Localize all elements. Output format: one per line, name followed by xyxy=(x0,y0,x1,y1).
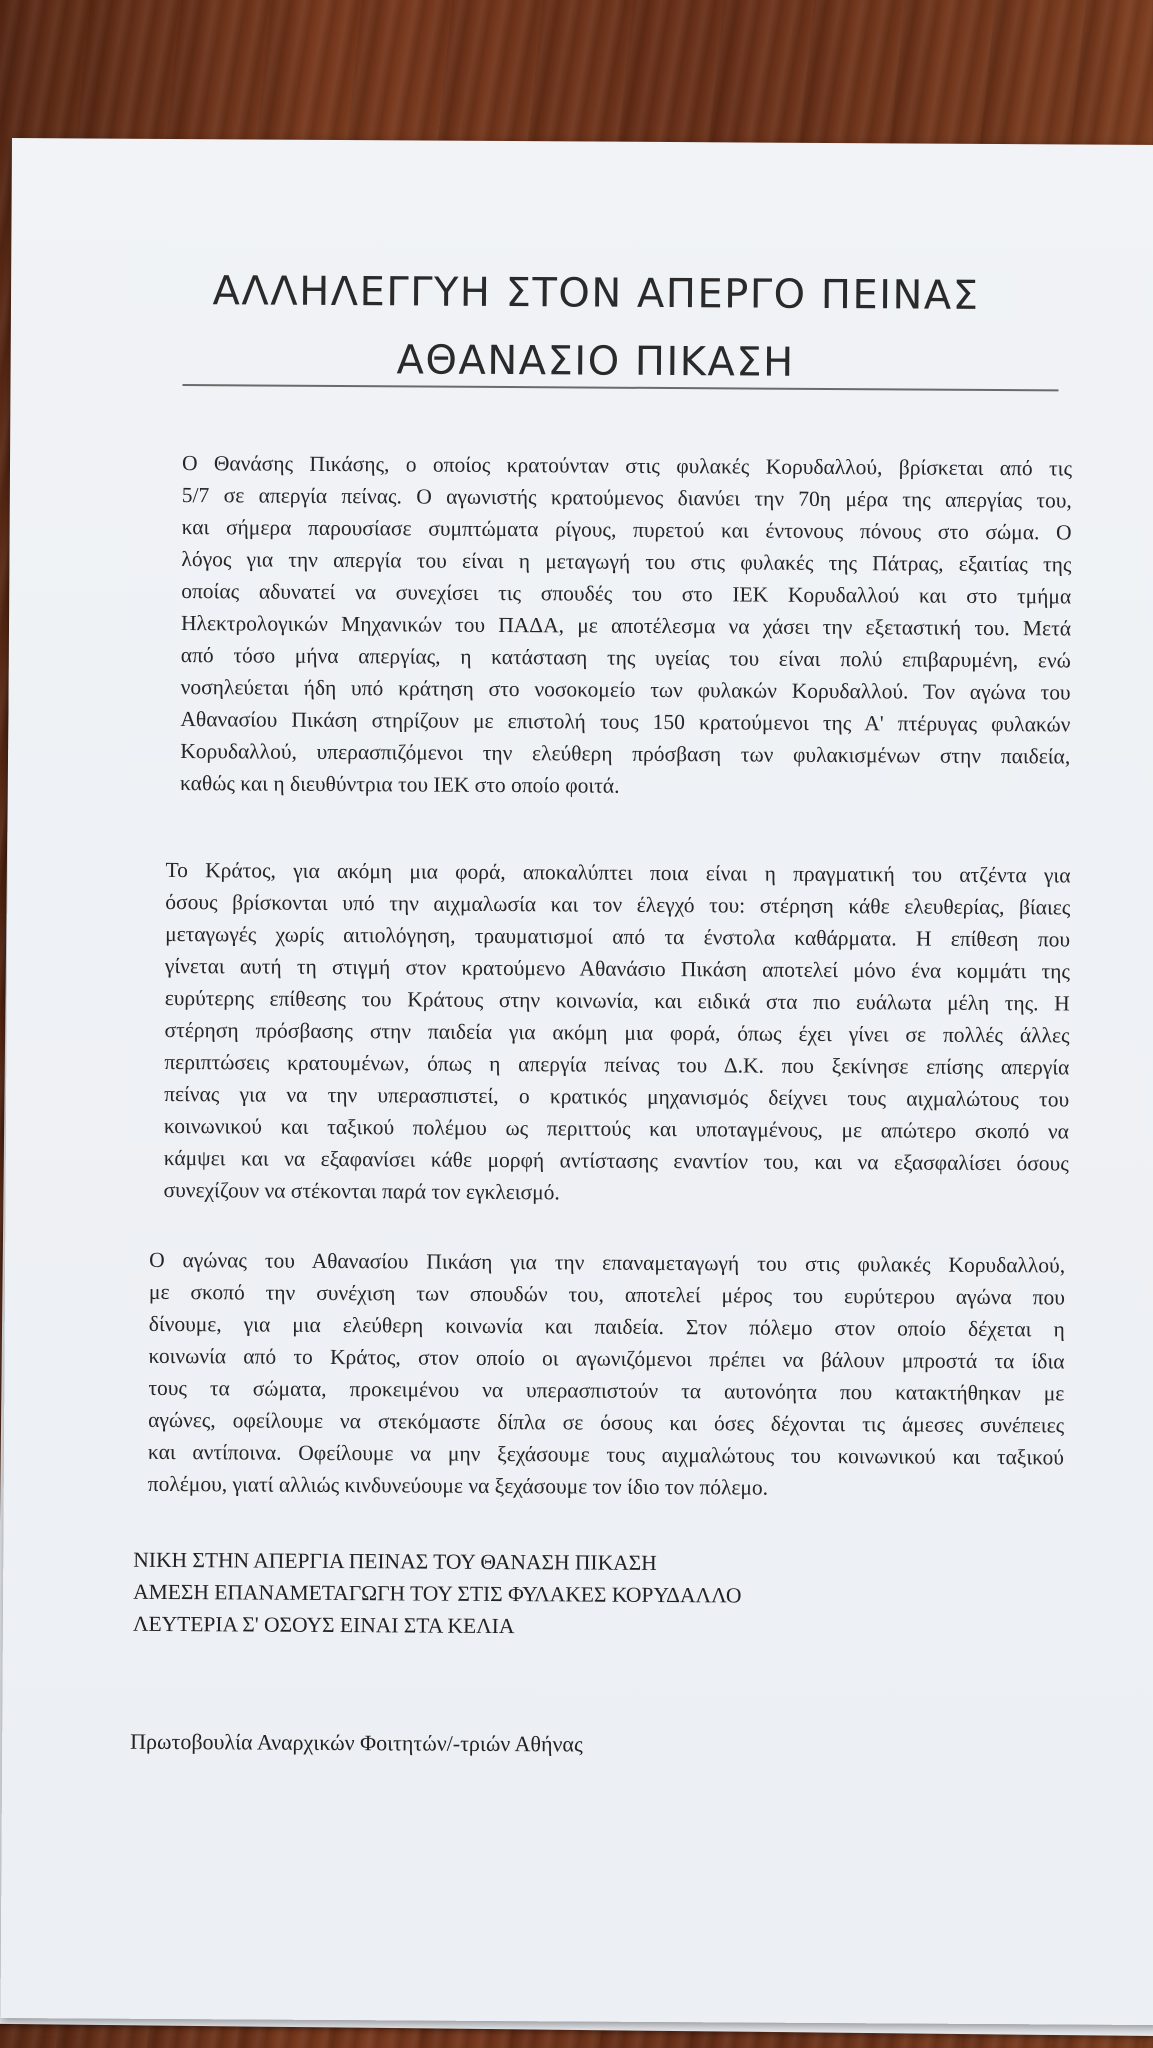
text-line: Το Κράτος, για ακόμη μια φορά, αποκαλύπτει ποια είναι η πραγματική του ατζέντα για xyxy=(165,857,1071,888)
text-line: όσους βρίσκονται υπό την αιχμαλωσία και τον έλεγχό του: στέρηση κάθε ελευθερίας, βίαιες xyxy=(165,889,1071,920)
text-line: καθώς και η διευθύντρια του ΙΕΚ στο οποίο φοιτά. xyxy=(179,771,620,798)
slogans-list xyxy=(133,1544,742,1644)
signature-line: Πρωτοβουλία Αναρχικών Φοιτητών/-τριών Αθήνας xyxy=(130,1728,583,1757)
slogan-line: ΛΕΥΤΕΡΙΑ Σ' ΟΣΟΥΣ ΕΙΝΑΙ ΣΤΑ ΚΕΛΙΑ xyxy=(132,1611,515,1639)
paragraph-2 xyxy=(163,854,1070,1212)
text-line: ευρύτερης επίθεσης του Κράτους στην κοινωνία, και ειδικά στα πιο ευάλωτα μέλη της. Η xyxy=(164,985,1070,1016)
text-line: από τόσο μήνα απεργίας, η κατάσταση της υγείας του είναι πολύ επιβαρυμένη, ενώ xyxy=(180,643,1071,673)
slogan-line: ΝΙΚΗ ΣΤΗΝ ΑΠΕΡΓΙΑ ΠΕΙΝΑΣ ΤΟΥ ΘΑΝΑΣΗ ΠΙΚΑΣΗ xyxy=(133,1547,657,1575)
text-line: Ηλεκτρολογικών Μηχανικών του ΠΑΔΑ, με αποτέλεσμα να χάσει την εξεταστική του. Μετά xyxy=(180,611,1072,641)
text-line: κοινωνία από το Κράτος, στον οποίο οι αγωνιζόμενοι πρέπει να βάλουν μπροστά τα ίδια xyxy=(148,1343,1065,1374)
leaflet-title xyxy=(180,257,1011,398)
text-line: Ο αγώνας του Αθανασίου Πικάση για την επαναμεταγωγή του στις φυλακές Κορυδαλλού, xyxy=(149,1247,1066,1278)
text-line: κοινωνικού και ταξικού πολέμου ως περιττούς και υποταγμένους, με απώτερο σκοπό να xyxy=(163,1113,1070,1144)
text-line: λόγος για την απεργία του είναι η μεταγωγή του στις φυλακές της Πάτρας, εξαιτίας της xyxy=(181,547,1072,577)
text-line: στέρηση πρόσβασης στην παιδεία για ακόμη μια φορά, όπως έχει γίνει σε πολλές άλλες xyxy=(164,1017,1070,1048)
text-line: τους τα σώματα, προκειμένου να υπερασπιστούν τα αυτονόητα που κατακτήθηκαν με xyxy=(148,1375,1065,1406)
paragraph-1 xyxy=(180,447,1072,804)
text-line: με σκοπό την συνέχιση των σπουδών του, αποτελεί μέρος του ευρύτερου αγώνα που xyxy=(148,1279,1066,1310)
text-line: νοσηλεύεται ήδη υπό κράτηση στο νοσοκομείο των φυλακών Κορυδαλλού. Τον αγώνα του xyxy=(180,675,1071,705)
text-line: Ο Θανάσης Πικάσης, ο οποίος κρατούνταν στις φυλακές Κορυδαλλού, βρίσκεται από τις xyxy=(181,451,1073,481)
text-line: αγώνες, οφείλουμε να στεκόμαστε δίπλα σε όσους και όσες δέχονται τις άμεσες συνέπειες xyxy=(148,1407,1065,1438)
leaflet-paper-sheet xyxy=(1,138,1153,2025)
text-line: πολέμου, γιατί αλλιώς κινδυνεύουμε να ξεχάσουμε τον ίδιο τον πόλεμο. xyxy=(147,1471,769,1500)
text-line: δίνουμε, για μια ελεύθερη κοινωνία και παιδεία. Στον πόλεμο στον οποίο δέχεται η xyxy=(148,1311,1065,1342)
text-line: και σήμερα παρουσίασε συμπτώματα ρίγους, πυρετού και έντονους πόνους στο σώμα. Ο xyxy=(181,515,1072,545)
text-line: και αντίποινα. Οφείλουμε να μην ξεχάσουμε τους αιχμαλώτους του κοινωνικού και ταξικού xyxy=(147,1439,1065,1470)
title-line: ΑΘΑΝΑΣΙΟ ΠΙΚΑΣΗ xyxy=(396,337,795,386)
title-line: ΑΛΛΗΛΕΓΓΥΗ ΣΤΟΝ ΑΠΕΡΓΟ ΠΕΙΝΑΣ xyxy=(212,268,980,319)
paragraph-3 xyxy=(148,1244,1066,1506)
text-line: συνεχίζουν να στέκονται παρά τον εγκλεισμό. xyxy=(163,1177,560,1205)
text-line: περιπτώσεις κρατουμένων, όπως η απεργία πείνας του Δ.Κ. που ξεκίνησε επίσης απεργία xyxy=(164,1049,1070,1080)
text-line: πείνας για να την υπερασπιστεί, ο κρατικός μηχανισμός δείχνει τους αιχμαλώτους του xyxy=(164,1081,1070,1112)
text-line: κάμψει και να εξαφανίσει κάθε μορφή αντίστασης εναντίον του, και να εξασφαλίσει όσους xyxy=(163,1145,1069,1176)
text-line: οποίας αδυνατεί να συνεχίσει τις σπουδές του στο ΙΕΚ Κορυδαλλού και στο τμήμα xyxy=(181,579,1072,609)
text-line: Αθανασίου Πικάση στηρίζουν με επιστολή τους 150 κρατούμενοι της Α' πτέρυγας φυλακών xyxy=(180,707,1071,737)
slogan-line: ΑΜΕΣΗ ΕΠΑΝΑΜΕΤΑΓΩΓΗ ΤΟΥ ΣΤΙΣ ΦΥΛΑΚΕΣ ΚΟΡΥΔΑΛΛΟ xyxy=(133,1579,742,1608)
text-line: Κορυδαλλού, υπερασπιζόμενοι την ελεύθερη πρόσβαση των φυλακισμένων στην παιδεία, xyxy=(180,739,1071,769)
text-line: 5/7 σε απεργία πείνας. Ο αγωνιστής κρατούμενος διανύει την 70η μέρα της απεργίας του, xyxy=(181,483,1072,513)
text-line: μεταγωγές χωρίς αιτιολόγηση, τραυματισμοί από τα ένστολα καθάρματα. Η επίθεση που xyxy=(165,921,1071,952)
text-line: γίνεται αυτή τη στιγμή στον κρατούμενο Αθανάσιο Πικάση αποτελεί μόνο ένα κομμάτι της xyxy=(164,953,1071,984)
